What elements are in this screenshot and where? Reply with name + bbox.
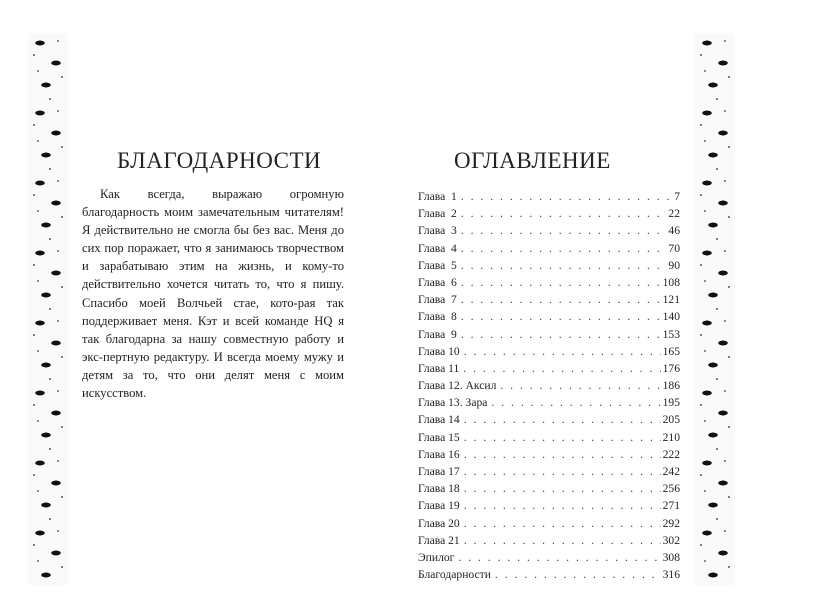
toc-entry bbox=[418, 465, 680, 482]
toc-leader-dots bbox=[464, 534, 661, 547]
toc-entry-page: 70 bbox=[668, 241, 680, 255]
toc-entry bbox=[418, 482, 680, 499]
toc-entry-label: Глава 4 bbox=[418, 241, 457, 255]
table-of-contents bbox=[418, 190, 680, 585]
toc-leader-dots bbox=[464, 345, 661, 358]
toc-entry-page: 140 bbox=[662, 310, 680, 324]
toc-entry bbox=[418, 207, 680, 224]
toc-entry-page: 90 bbox=[668, 258, 680, 272]
toc-leader-dots bbox=[495, 568, 661, 581]
toc-entry-label: Глава 20 bbox=[418, 516, 460, 530]
toc-entry-label: Глава 18 bbox=[418, 482, 460, 496]
toc-leader-dots bbox=[458, 551, 660, 564]
toc-leader-dots bbox=[461, 224, 667, 237]
toc-entry-label: Глава 15 bbox=[418, 430, 460, 444]
toc-entry bbox=[418, 328, 680, 345]
toc-leader-dots bbox=[461, 259, 667, 272]
toc-entry-page: 195 bbox=[662, 396, 680, 410]
toc-entry-label: Глава 8 bbox=[418, 310, 457, 324]
toc-entry bbox=[418, 224, 680, 241]
toc-entry bbox=[418, 242, 680, 259]
toc-entry-page: 292 bbox=[662, 516, 680, 530]
toc-leader-dots bbox=[461, 242, 667, 255]
toc-leader-dots bbox=[464, 517, 661, 530]
toc-entry-label: Глава 17 bbox=[418, 465, 460, 478]
toc-leader-dots bbox=[464, 431, 661, 444]
acknowledgements-title: БЛАГОДАРНОСТИ bbox=[117, 148, 322, 173]
toc-entry-page: 210 bbox=[662, 430, 680, 444]
toc-entry-label: Глава 16 bbox=[418, 447, 460, 461]
toc-entry-label: Глава 3 bbox=[418, 224, 457, 238]
toc-entry bbox=[418, 568, 680, 585]
toc-entry-page: 271 bbox=[662, 499, 680, 513]
toc-entry bbox=[418, 345, 680, 362]
toc-title: ОГЛАВЛЕНИЕ bbox=[454, 148, 611, 173]
toc-entry-label: Глава 14 bbox=[418, 413, 460, 427]
toc-entry-label: Глава 6 bbox=[418, 275, 457, 289]
toc-entry bbox=[418, 276, 680, 293]
toc-entry-label: Глава 9 bbox=[418, 327, 457, 341]
toc-entry-label: Глава 7 bbox=[418, 293, 457, 307]
toc-entry-page: 7 bbox=[674, 190, 680, 203]
toc-leader-dots bbox=[461, 328, 661, 341]
toc-leader-dots bbox=[464, 448, 661, 461]
toc-entry bbox=[418, 499, 680, 516]
toc-entry-page: 46 bbox=[668, 224, 680, 238]
toc-entry-page: 108 bbox=[662, 275, 680, 289]
toc-entry-page: 22 bbox=[668, 207, 680, 221]
toc-entry-page: 256 bbox=[662, 482, 680, 496]
toc-entry-page: 153 bbox=[662, 327, 680, 341]
toc-entry-page: 316 bbox=[662, 568, 680, 582]
wolf-pattern-border-right bbox=[695, 33, 735, 585]
toc-entry bbox=[418, 413, 680, 430]
toc-leader-dots bbox=[461, 293, 661, 306]
toc-entry-page: 302 bbox=[662, 533, 680, 547]
toc-entry bbox=[418, 448, 680, 465]
toc-entry-label: Глава 5 bbox=[418, 258, 457, 272]
toc-leader-dots bbox=[464, 499, 661, 512]
toc-leader-dots bbox=[464, 413, 661, 426]
toc-leader-dots bbox=[461, 190, 672, 203]
toc-entry-page: 222 bbox=[662, 447, 680, 461]
toc-entry-page: 176 bbox=[662, 361, 680, 375]
toc-entry-label: Благодарности bbox=[418, 568, 491, 582]
toc-leader-dots bbox=[461, 207, 667, 220]
toc-entry-label: Глава 13. Зара bbox=[418, 396, 488, 410]
toc-leader-dots bbox=[491, 396, 660, 409]
toc-entry-label: Эпилог bbox=[418, 550, 455, 564]
toc-leader-dots bbox=[464, 465, 661, 478]
toc-entry bbox=[418, 310, 680, 327]
toc-entry bbox=[418, 534, 680, 551]
toc-entry bbox=[418, 396, 680, 413]
toc-entry bbox=[418, 517, 680, 534]
toc-entry-page: 205 bbox=[662, 413, 680, 427]
toc-entry bbox=[418, 379, 680, 396]
toc-entry bbox=[418, 362, 680, 379]
toc-entry-label: Глава 1 bbox=[418, 190, 457, 203]
toc-leader-dots bbox=[461, 276, 661, 289]
toc-entry bbox=[418, 259, 680, 276]
toc-entry-label: Глава 19 bbox=[418, 499, 460, 513]
toc-entry-label: Глава 2 bbox=[418, 207, 457, 221]
toc-leader-dots bbox=[463, 362, 660, 375]
toc-entry-label: Глава 12. Аксил bbox=[418, 379, 497, 393]
toc-entry bbox=[418, 551, 680, 568]
toc-entry bbox=[418, 190, 680, 207]
toc-entry-page: 121 bbox=[662, 293, 680, 307]
toc-entry-label: Глава 10 bbox=[418, 344, 460, 358]
toc-entry-label: Глава 21 bbox=[418, 533, 460, 547]
toc-entry bbox=[418, 431, 680, 448]
acknowledgements-text: Как всегда, выражаю огромную благодарность моим замечательным читателям! Я действительно не смогла бы без вас. Меня до сих пор поражает, что я занимаюсь творчеством и зарабатываю этим на жизнь, и кому-то действительно хочется читать то, что я пишу. Спасибо моей Волчьей стае, кото-рая так поддерживает меня. Кэт и всей команде HQ я так благодарна за нашу совместную работу и экс-пертную редактуру. И всегда моему мужу и детям за то, что они делят меня с моим искусством. bbox=[82, 187, 344, 401]
toc-entry-page: 242 bbox=[662, 465, 680, 478]
toc-entry-page: 165 bbox=[662, 344, 680, 358]
toc-entry-page: 308 bbox=[662, 550, 680, 564]
toc-leader-dots bbox=[461, 310, 661, 323]
toc-leader-dots bbox=[500, 379, 660, 392]
wolf-pattern-border-left bbox=[28, 33, 68, 585]
toc-leader-dots bbox=[464, 482, 661, 495]
toc-entry-label: Глава 11 bbox=[418, 361, 460, 375]
toc-entry bbox=[418, 293, 680, 310]
toc-entry-page: 186 bbox=[662, 379, 680, 393]
